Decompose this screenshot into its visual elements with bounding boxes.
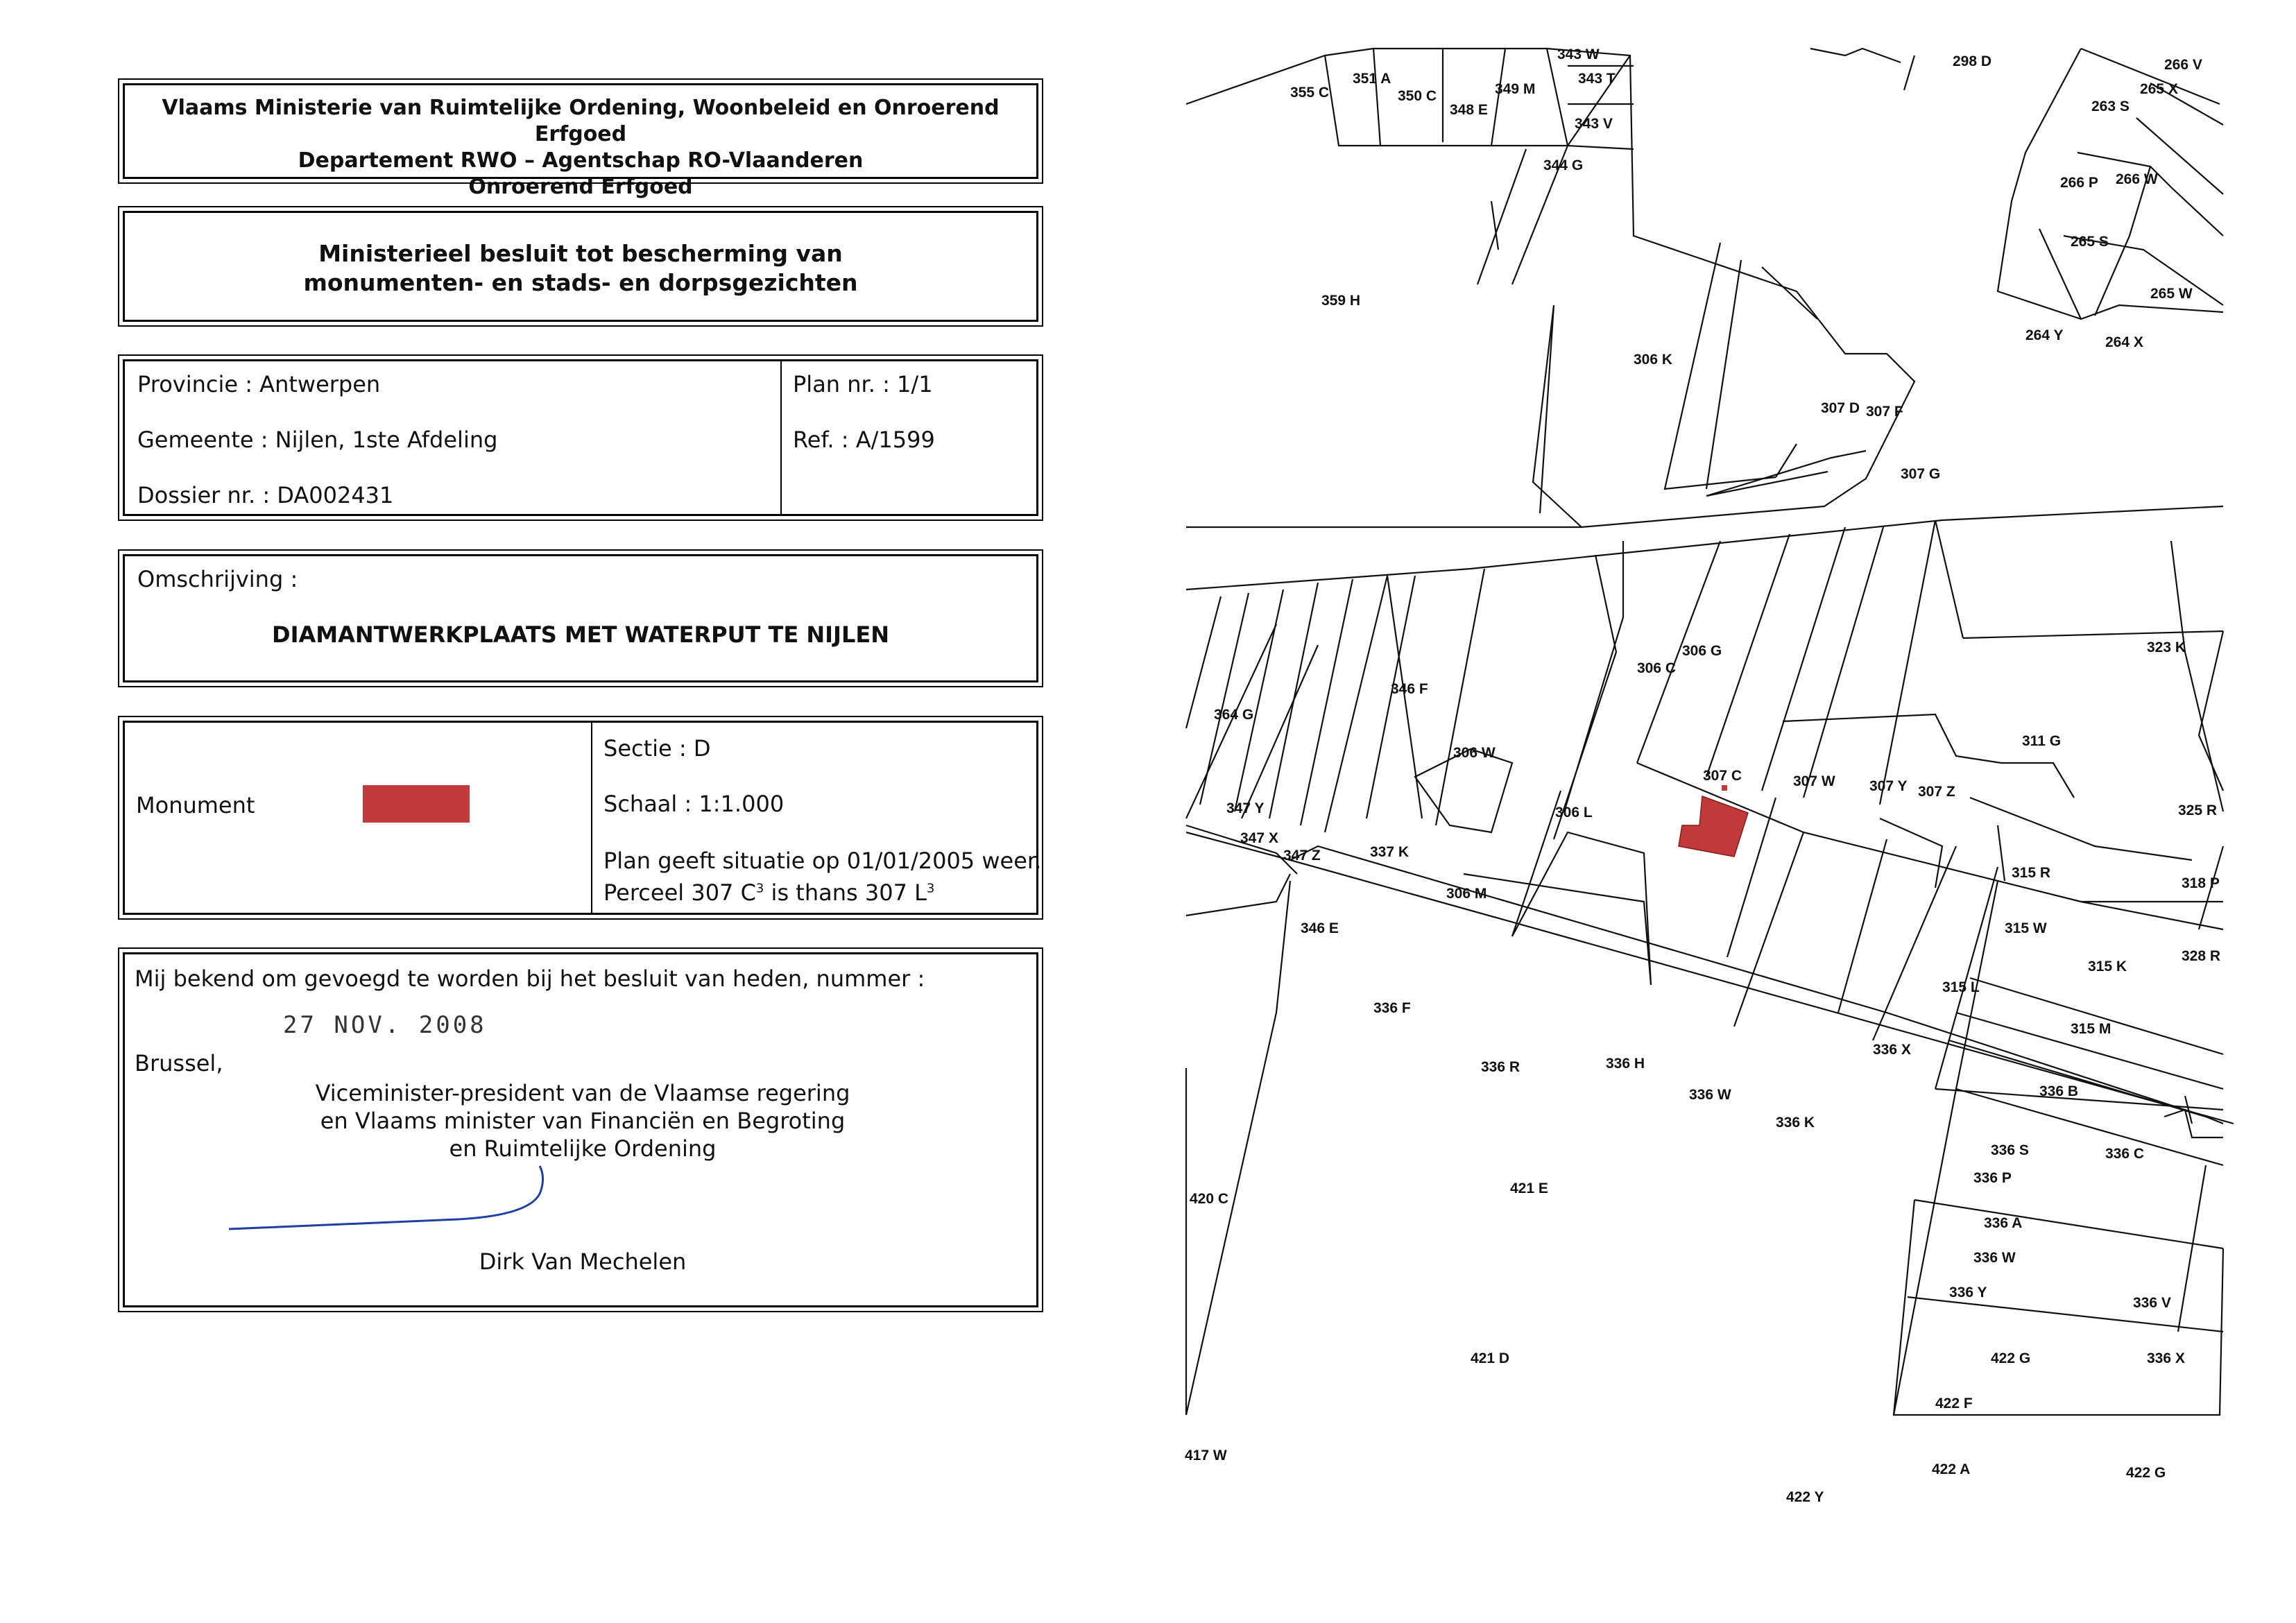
parcel-label: 348 E [1450,102,1488,118]
parcel-label: 351 A [1353,71,1391,87]
parcel-label: 346 E [1301,920,1339,936]
decree-title-line1: Ministerieel besluit tot bescherming van [318,240,843,267]
parcel-label: 318 P [2182,875,2220,891]
column-divider [591,723,592,913]
parcel-label: 307 C [1703,768,1742,784]
parcel-label: 337 K [1370,844,1410,860]
parcel-label: 315 M [2071,1021,2111,1037]
description-value: DIAMANTWERKPLAATS MET WATERPUT TE NIJLEN [272,621,889,648]
location-info-box [123,359,1038,516]
plan-number: Plan nr. : 1/1 [793,371,933,397]
parcel-label: 417 W [1185,1448,1227,1463]
monument-waterput-marker [1722,785,1727,791]
parcel-boundaries [1186,49,2234,1415]
parcel-label: 263 S [2091,98,2130,114]
section: Sectie : D [603,735,711,762]
parcel-label: 325 R [2178,802,2218,818]
parcel-label: 307 Y [1869,778,1908,794]
minister-role-1: Viceminister-president van de Vlaamse regering [315,1080,850,1106]
parcel-label: 336 C [2105,1146,2145,1162]
parcel-label: 336 F [1373,1000,1411,1016]
parcel-label: 336 S [1991,1142,2029,1158]
parcel-label: 307 F [1866,404,1903,420]
parcel-note-sup2: 3 [926,881,935,896]
parcel-label: 422 A [1932,1461,1971,1477]
parcel-label: 359 H [1321,293,1361,309]
parcel-note-mid: is thans 307 L [764,879,927,906]
parcel-label: 265 X [2140,81,2178,97]
parcel-label: 323 K [2147,639,2186,655]
parcel-label: 336 R [1481,1059,1520,1075]
signature [229,1162,645,1246]
parcel-label: 265 W [2150,286,2193,302]
parcel-note [603,879,934,906]
parcel-label: 306 M [1446,886,1487,902]
parcel-label: 306 W [1453,745,1496,761]
parcel-label: 336 X [1873,1042,1911,1058]
ministry-header [123,83,1038,199]
parcel-label: 336 P [1973,1170,2012,1186]
parcel-label: 298 D [1953,53,1992,69]
minister-title [125,1079,1040,1162]
parcel-label: 420 C [1190,1191,1229,1207]
parcel-label: 336 W [1973,1250,2016,1266]
parcel-label: 347 Z [1283,848,1321,864]
parcel-label: 422 Y [1786,1489,1824,1505]
parcel-label: 265 S [2071,234,2109,250]
date-stamp: 27 NOV. 2008 [283,1011,487,1039]
reference: Ref. : A/1599 [793,427,935,453]
parcel-label: 343 T [1578,71,1616,87]
parcel-label: 266 P [2060,175,2098,191]
department-name: Departement RWO – Agentschap RO-Vlaanderen [298,148,864,173]
gemeente: Gemeente : Nijlen, 1ste Afdeling [137,427,498,453]
decree-title-line2: monumenten- en stads- en dorpsgezichten [303,269,858,296]
parcel-label: 343 V [1575,116,1613,132]
parcel-label: 421 D [1471,1350,1510,1366]
minister-role-2: en Vlaams minister van Financiën en Begroting [320,1108,846,1134]
parcel-label: 264 X [2105,334,2143,350]
parcel-label: 347 X [1240,830,1278,846]
parcel-label: 422 F [1935,1396,1973,1411]
parcel-label: 336 V [2133,1295,2171,1311]
parcel-label: 315 L [1942,979,1980,995]
dossier-number: Dossier nr. : DA002431 [137,482,394,508]
legend-box [123,721,1042,915]
description-label: Omschrijving : [137,566,298,592]
situation-date: Plan geeft situatie op 01/01/2005 weer. [603,848,1042,874]
parcel-label: 355 C [1290,85,1330,101]
parcel-label: 307 D [1821,400,1860,416]
ministry-name: Vlaams Ministerie van Ruimtelijke Ordening, Woonbeleid en Onroerend Erfgoed [162,96,1000,146]
description-box [123,554,1038,682]
provincie: Provincie : Antwerpen [137,371,381,397]
parcel-label: 307 Z [1918,784,1955,800]
scale: Schaal : 1:1.000 [603,791,785,817]
parcel-label: 266 W [2116,171,2158,187]
parcel-label: 346 F [1391,681,1428,697]
column-divider [780,361,782,514]
parcel-label: 306 L [1555,805,1593,821]
decree-title-box [123,211,1038,322]
parcel-label: 421 E [1510,1180,1548,1196]
signature-box [123,952,1038,1307]
parcel-label: 343 W [1557,46,1600,62]
monument-label: Monument [136,792,255,818]
parcel-label: 336 W [1689,1087,1731,1103]
parcel-note-sup1: 3 [755,881,764,896]
parcel-label: 307 W [1793,773,1835,789]
parcel-label: 422 G [2126,1465,2166,1481]
monument-swatch [363,785,470,823]
parcel-label: 266 V [2164,57,2202,73]
decree-intro: Mij bekend om gevoegd te worden bij het besluit van heden, nummer : [135,965,925,992]
parcel-label: 347 Y [1226,800,1265,816]
city: Brussel, [135,1050,223,1076]
parcel-label: 306 C [1637,660,1677,676]
signatory-name: Dirk Van Mechelen [479,1248,687,1275]
parcel-label: 306 G [1682,643,1722,659]
minister-role-3: en Ruimtelijke Ordening [449,1135,717,1162]
parcel-label: 336 Y [1949,1285,1987,1300]
parcel-label: 344 G [1543,157,1584,173]
parcel-label: 315 K [2088,959,2127,974]
parcel-label: 264 Y [2025,327,2064,343]
parcel-label: 307 G [1901,466,1941,482]
parcel-label: 311 G [2022,733,2062,749]
agency-name: Onroerend Erfgoed [468,175,693,199]
parcel-label: 349 M [1495,81,1536,97]
parcel-label: 364 G [1214,707,1254,723]
parcel-note-start: Perceel 307 C [603,879,756,906]
parcel-label: 306 K [1634,352,1673,368]
parcel-label: 315 R [2012,865,2051,881]
parcel-label: 336 B [2039,1083,2079,1099]
parcel-label: 350 C [1398,88,1437,104]
cadastral-map [1179,28,2261,1581]
parcel-label: 422 G [1991,1350,2031,1366]
parcel-label: 336 K [1776,1115,1815,1131]
parcel-labels [1185,46,2220,1505]
parcel-label: 336 H [1606,1056,1645,1072]
parcel-label: 315 W [2005,920,2047,936]
parcel-label: 328 R [2182,948,2221,964]
parcel-label: 336 X [2147,1350,2185,1366]
parcel-label: 336 A [1984,1215,2023,1231]
